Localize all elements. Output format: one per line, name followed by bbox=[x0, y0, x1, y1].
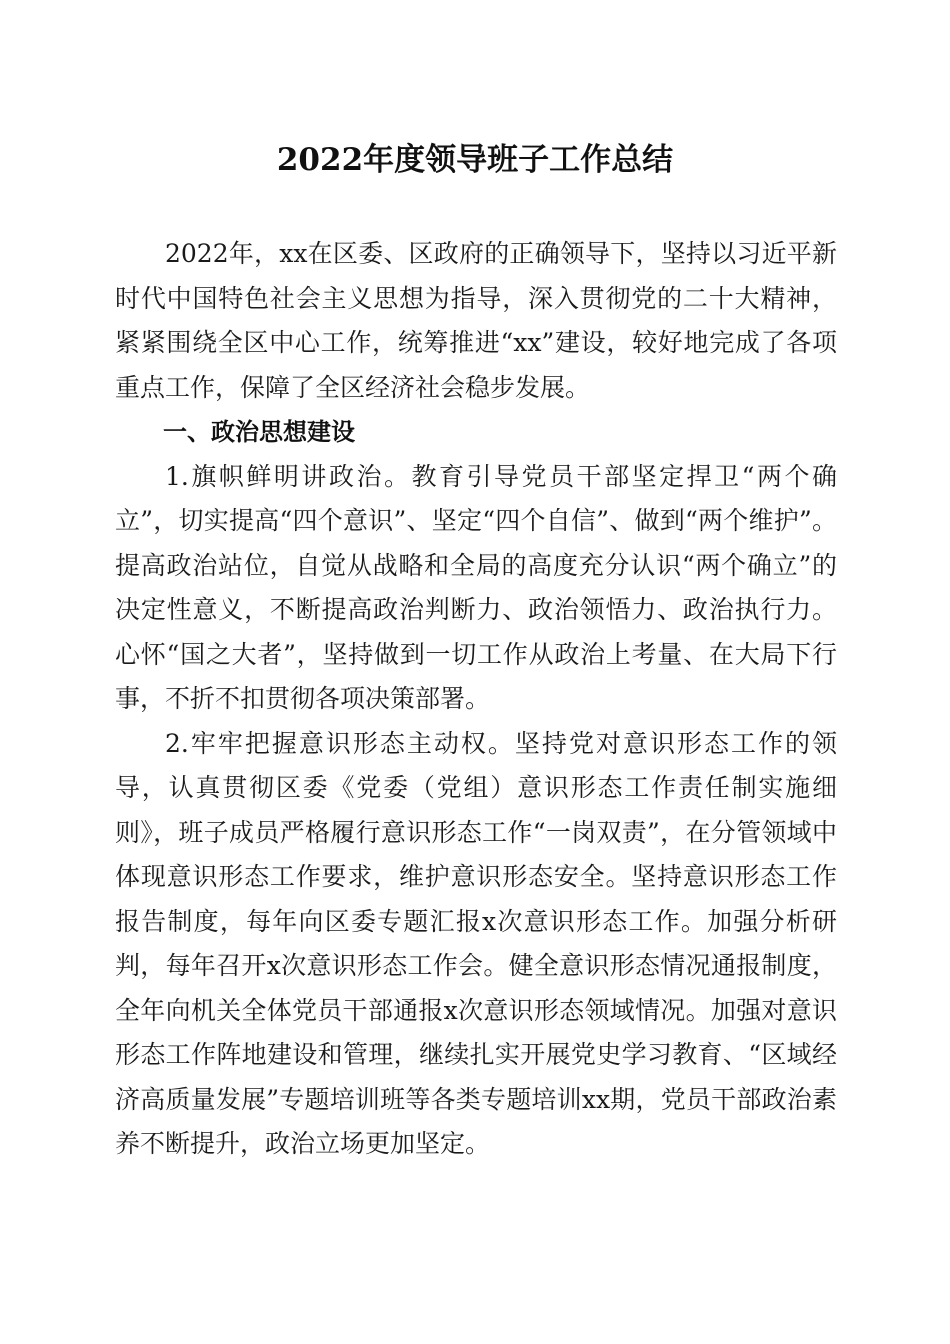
item-paragraph-2: 2.牢牢把握意识形态主动权。坚持党对意识形态工作的领导，认真贯彻区委《党委（党组）意识形态工作责任制实施细则》，班子成员严格履行意识形态工作“一岗双责”，在分管领域中体现意识形态工作要求，维护意识形态安全。坚持意识形态工作报告制度，每年向区委专题汇报x次意识形态工作。加强分析研判，每年召开x次意识形态工作会。健全意识形态情况通报制度，全年向机关全体党员干部通报x次意识形态领域情况。加强对意识形态工作阵地建设和管理，继续扎实开展党史学习教育、“区域经济高质量发展”专题培训班等各类专题培训xx期，党员干部政治素养不断提升，政治立场更加坚定。 bbox=[115, 728, 837, 1158]
item-paragraph-1: 1.旗帜鲜明讲政治。教育引导党员干部坚定捍卫“两个确立”，切实提高“四个意识”、坚定“四个自信”、做到“两个维护”。提高政治站位，自觉从战略和全局的高度充分认识“两个确立”的决定性意义，不断提高政治判断力、政治领悟力、政治执行力。心怀“国之大者”，坚持做到一切工作从政治上考量、在大局下行事，不折不扣贯彻各项决策部署。 bbox=[115, 461, 837, 713]
intro-paragraph: 2022年，xx在区委、区政府的正确领导下，坚持以习近平新时代中国特色社会主义思想为指导，深入贯彻党的二十大精神，紧紧围绕全区中心工作，统筹推进“xx”建设，较好地完成了各项重点工作，保障了全区经济社会稳步发展。 bbox=[115, 239, 837, 402]
document-title: 2022年度领导班子工作总结 bbox=[276, 142, 674, 178]
document-body bbox=[115, 232, 837, 1167]
section-heading-political: 一、政治思想建设 bbox=[163, 418, 355, 446]
